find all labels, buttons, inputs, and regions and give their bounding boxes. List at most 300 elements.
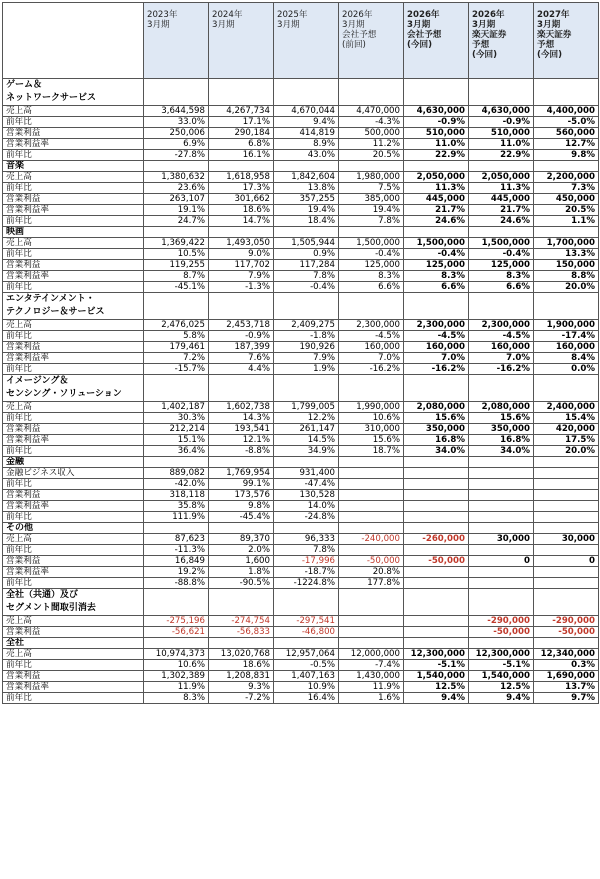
value-cell: 2,400,000 <box>534 402 599 413</box>
value-cell: 500,000 <box>339 128 404 139</box>
value-cell: -0.4% <box>469 249 534 260</box>
value-cell: 160,000 <box>404 342 469 353</box>
value-cell: 19.2% <box>144 567 209 578</box>
column-header-line: 2023年 <box>147 10 178 20</box>
value-cell: -0.4% <box>339 249 404 260</box>
section-title <box>3 293 144 320</box>
value-cell: 2,300,000 <box>404 320 469 331</box>
table-row <box>3 556 599 567</box>
value-cell: 4,670,044 <box>274 106 339 117</box>
value-cell: 36.4% <box>144 446 209 457</box>
value-cell: -42.0% <box>144 479 209 490</box>
value-cell: 14.0% <box>274 501 339 512</box>
value-cell <box>469 479 534 490</box>
table-row <box>3 671 599 682</box>
value-cell: 13.3% <box>534 249 599 260</box>
value-cell: -0.9% <box>209 331 274 342</box>
section-header-row <box>3 638 599 649</box>
value-cell: 13,020,768 <box>209 649 274 660</box>
value-cell: -46,800 <box>274 627 339 638</box>
value-cell: 11.0% <box>469 139 534 150</box>
value-cell: 1,500,000 <box>404 238 469 249</box>
value-cell: 23.6% <box>144 183 209 194</box>
value-cell: 445,000 <box>469 194 534 205</box>
table-row <box>3 282 599 293</box>
value-cell: 7.9% <box>274 353 339 364</box>
value-cell: 18.7% <box>339 446 404 457</box>
row-label: 営業利益率 <box>3 205 144 216</box>
value-cell <box>339 479 404 490</box>
empty-cell <box>404 523 469 534</box>
row-label: 売上高 <box>3 534 144 545</box>
row-label: 営業利益率 <box>3 139 144 150</box>
row-label: 売上高 <box>3 238 144 249</box>
value-cell: 1,540,000 <box>469 671 534 682</box>
value-cell <box>404 616 469 627</box>
value-cell: -56,833 <box>209 627 274 638</box>
table-row <box>3 216 599 227</box>
value-cell: 15.1% <box>144 435 209 446</box>
value-cell: 4,470,000 <box>339 106 404 117</box>
value-cell: 9.8% <box>209 501 274 512</box>
value-cell: 1,500,000 <box>469 238 534 249</box>
row-label: 前年比 <box>3 183 144 194</box>
empty-cell <box>339 293 404 320</box>
row-label: 前年比 <box>3 364 144 375</box>
value-cell: 187,399 <box>209 342 274 353</box>
value-cell: 16.4% <box>274 693 339 704</box>
empty-cell <box>274 79 339 106</box>
column-header-1 <box>144 3 209 79</box>
value-cell: 14.5% <box>274 435 339 446</box>
section-title-line: イメージング＆ <box>6 376 69 386</box>
row-label: 営業利益率 <box>3 567 144 578</box>
empty-cell <box>469 638 534 649</box>
value-cell: 1,302,389 <box>144 671 209 682</box>
value-cell: -1224.8% <box>274 578 339 589</box>
value-cell: 1,842,604 <box>274 172 339 183</box>
value-cell: 16.1% <box>209 150 274 161</box>
value-cell: 177.8% <box>339 578 404 589</box>
value-cell: 2,050,000 <box>404 172 469 183</box>
table-row <box>3 682 599 693</box>
empty-cell <box>209 161 274 172</box>
value-cell <box>404 578 469 589</box>
value-cell: 193,541 <box>209 424 274 435</box>
empty-cell <box>534 79 599 106</box>
value-cell <box>404 567 469 578</box>
table-row <box>3 353 599 364</box>
column-header-7 <box>534 3 599 79</box>
empty-cell <box>534 638 599 649</box>
value-cell: 160,000 <box>469 342 534 353</box>
empty-cell <box>144 227 209 238</box>
value-cell: 1,208,831 <box>209 671 274 682</box>
value-cell: 8.3% <box>469 271 534 282</box>
row-label: 営業利益率 <box>3 682 144 693</box>
value-cell <box>404 479 469 490</box>
value-cell: 12,300,000 <box>404 649 469 660</box>
column-header-line: 3月期 <box>277 20 300 30</box>
table-row <box>3 490 599 501</box>
value-cell: 510,000 <box>404 128 469 139</box>
value-cell: 10,974,373 <box>144 649 209 660</box>
value-cell: -5.1% <box>404 660 469 671</box>
section-title-line: その他 <box>6 523 34 533</box>
empty-cell <box>339 79 404 106</box>
value-cell: 2,200,000 <box>534 172 599 183</box>
section-header-row <box>3 589 599 616</box>
value-cell <box>534 512 599 523</box>
empty-cell <box>274 375 339 402</box>
row-label: 売上高 <box>3 402 144 413</box>
value-cell: -1.3% <box>209 282 274 293</box>
value-cell: 1,980,000 <box>339 172 404 183</box>
value-cell: 263,107 <box>144 194 209 205</box>
value-cell <box>404 490 469 501</box>
value-cell: 8.4% <box>534 353 599 364</box>
column-header-line: 3月期 <box>342 20 365 30</box>
section-title <box>3 523 144 534</box>
empty-cell <box>534 457 599 468</box>
table-row <box>3 649 599 660</box>
section-title-line: セグメント間取引消去 <box>6 603 96 613</box>
section-title <box>3 638 144 649</box>
empty-cell <box>404 638 469 649</box>
value-cell: 15.6% <box>339 435 404 446</box>
value-cell: 20.0% <box>534 446 599 457</box>
value-cell: 6.6% <box>404 282 469 293</box>
value-cell: 11.9% <box>144 682 209 693</box>
table-row <box>3 106 599 117</box>
empty-cell <box>534 293 599 320</box>
value-cell <box>339 627 404 638</box>
empty-cell <box>339 589 404 616</box>
column-header-line: (今回) <box>537 50 563 60</box>
value-cell <box>469 578 534 589</box>
value-cell: 9.4% <box>404 693 469 704</box>
value-cell: -8.8% <box>209 446 274 457</box>
column-header-line: 会社予想 <box>407 30 442 40</box>
empty-cell <box>209 589 274 616</box>
row-label: 前年比 <box>3 578 144 589</box>
value-cell: 14.3% <box>209 413 274 424</box>
value-cell: 7.3% <box>534 183 599 194</box>
value-cell: 150,000 <box>534 260 599 271</box>
value-cell <box>469 567 534 578</box>
value-cell: 160,000 <box>534 342 599 353</box>
value-cell: 10.6% <box>339 413 404 424</box>
value-cell: -16.2% <box>404 364 469 375</box>
value-cell: 190,926 <box>274 342 339 353</box>
value-cell: -0.5% <box>274 660 339 671</box>
empty-cell <box>404 293 469 320</box>
value-cell: 2,453,718 <box>209 320 274 331</box>
value-cell: 111.9% <box>144 512 209 523</box>
value-cell: 1,700,000 <box>534 238 599 249</box>
value-cell <box>469 501 534 512</box>
table-row <box>3 183 599 194</box>
value-cell: -45.1% <box>144 282 209 293</box>
value-cell: 12.5% <box>469 682 534 693</box>
empty-cell <box>469 457 534 468</box>
value-cell <box>534 490 599 501</box>
value-cell: 560,000 <box>534 128 599 139</box>
table-row <box>3 424 599 435</box>
value-cell: 6.9% <box>144 139 209 150</box>
section-title <box>3 79 144 106</box>
value-cell: 12,300,000 <box>469 649 534 660</box>
row-label: 前年比 <box>3 249 144 260</box>
value-cell: 2,476,025 <box>144 320 209 331</box>
empty-cell <box>404 375 469 402</box>
value-cell: 1.1% <box>534 216 599 227</box>
row-label: 売上高 <box>3 320 144 331</box>
empty-cell <box>339 638 404 649</box>
value-cell: 8.3% <box>404 271 469 282</box>
value-cell: 1.8% <box>209 567 274 578</box>
value-cell: -47.4% <box>274 479 339 490</box>
value-cell: 7.0% <box>469 353 534 364</box>
value-cell: 1,690,000 <box>534 671 599 682</box>
value-cell: -17.4% <box>534 331 599 342</box>
section-title-line: テクノロジー＆サービス <box>6 307 105 317</box>
value-cell: 0.9% <box>274 249 339 260</box>
table-row <box>3 139 599 150</box>
row-label: 前年比 <box>3 117 144 128</box>
table-row <box>3 627 599 638</box>
value-cell: 19.1% <box>144 205 209 216</box>
section-title-line: 金融 <box>6 457 25 467</box>
financial-forecast-table <box>2 2 599 704</box>
value-cell: -16.2% <box>469 364 534 375</box>
value-cell: 12,000,000 <box>339 649 404 660</box>
empty-cell <box>144 79 209 106</box>
value-cell: 7.5% <box>339 183 404 194</box>
value-cell: 1,493,050 <box>209 238 274 249</box>
value-cell: 1,900,000 <box>534 320 599 331</box>
empty-cell <box>404 79 469 106</box>
value-cell: 9.7% <box>534 693 599 704</box>
row-label: 前年比 <box>3 216 144 227</box>
row-label: 前年比 <box>3 693 144 704</box>
value-cell: 21.7% <box>404 205 469 216</box>
row-label: 営業利益 <box>3 671 144 682</box>
value-cell: 130,528 <box>274 490 339 501</box>
table-row <box>3 402 599 413</box>
value-cell: 19.4% <box>274 205 339 216</box>
empty-cell <box>404 589 469 616</box>
value-cell: 24.6% <box>404 216 469 227</box>
value-cell: 7.8% <box>274 545 339 556</box>
empty-cell <box>469 227 534 238</box>
value-cell <box>339 616 404 627</box>
table-row <box>3 512 599 523</box>
value-cell: 34.0% <box>469 446 534 457</box>
value-cell: 11.2% <box>339 139 404 150</box>
value-cell <box>534 501 599 512</box>
table-row <box>3 128 599 139</box>
row-label: 前年比 <box>3 545 144 556</box>
value-cell: -90.5% <box>209 578 274 589</box>
value-cell: -0.9% <box>469 117 534 128</box>
value-cell: 119,255 <box>144 260 209 271</box>
value-cell: 34.9% <box>274 446 339 457</box>
empty-cell <box>274 523 339 534</box>
section-title-line: センシング・ソリューション <box>6 389 122 399</box>
value-cell: 1,500,000 <box>339 238 404 249</box>
row-label: 金融ビジネス収入 <box>3 468 144 479</box>
section-title-line: 映画 <box>6 227 25 237</box>
value-cell: 7.0% <box>339 353 404 364</box>
empty-cell <box>274 638 339 649</box>
empty-cell <box>144 523 209 534</box>
value-cell: 0 <box>534 556 599 567</box>
value-cell: 7.2% <box>144 353 209 364</box>
value-cell: 22.9% <box>469 150 534 161</box>
value-cell: -45.4% <box>209 512 274 523</box>
table-row <box>3 578 599 589</box>
table-body <box>3 79 599 704</box>
value-cell: 445,000 <box>404 194 469 205</box>
value-cell: -4.5% <box>404 331 469 342</box>
empty-cell <box>534 227 599 238</box>
table-page <box>0 2 600 879</box>
column-header-4 <box>339 3 404 79</box>
table-row <box>3 468 599 479</box>
value-cell: 10.6% <box>144 660 209 671</box>
column-header-6 <box>469 3 534 79</box>
empty-cell <box>534 161 599 172</box>
value-cell: -88.8% <box>144 578 209 589</box>
table-row <box>3 249 599 260</box>
empty-cell <box>404 227 469 238</box>
row-label: 売上高 <box>3 106 144 117</box>
empty-cell <box>209 293 274 320</box>
value-cell: -50,000 <box>339 556 404 567</box>
value-cell: 1.6% <box>339 693 404 704</box>
empty-cell <box>469 79 534 106</box>
value-cell: 87,623 <box>144 534 209 545</box>
value-cell: 30,000 <box>534 534 599 545</box>
value-cell: 1,369,422 <box>144 238 209 249</box>
row-label: 営業利益率 <box>3 435 144 446</box>
row-label: 営業利益 <box>3 128 144 139</box>
section-title-line: ゲーム＆ <box>6 80 43 90</box>
column-header-line: (今回) <box>472 50 498 60</box>
empty-cell <box>339 161 404 172</box>
section-title-line: 音楽 <box>6 161 25 171</box>
value-cell <box>534 578 599 589</box>
table-row <box>3 150 599 161</box>
value-cell: 261,147 <box>274 424 339 435</box>
value-cell: -5.0% <box>534 117 599 128</box>
column-header-line: 2026年 <box>342 10 373 20</box>
empty-cell <box>469 589 534 616</box>
column-header-line: 3月期 <box>212 20 235 30</box>
value-cell: 8.3% <box>339 271 404 282</box>
value-cell: 179,461 <box>144 342 209 353</box>
table-row <box>3 501 599 512</box>
empty-cell <box>469 293 534 320</box>
value-cell: 15.4% <box>534 413 599 424</box>
value-cell: 11.0% <box>404 139 469 150</box>
value-cell: 4,400,000 <box>534 106 599 117</box>
value-cell: -27.8% <box>144 150 209 161</box>
column-header-line: 楽天証券 <box>537 30 572 40</box>
row-label: 前年比 <box>3 446 144 457</box>
row-label: 前年比 <box>3 660 144 671</box>
row-label: 営業利益 <box>3 424 144 435</box>
value-cell: 20.5% <box>339 150 404 161</box>
row-label: 前年比 <box>3 282 144 293</box>
value-cell: 20.8% <box>339 567 404 578</box>
empty-cell <box>469 523 534 534</box>
column-header-3 <box>274 3 339 79</box>
section-header-row <box>3 227 599 238</box>
value-cell: 1,602,738 <box>209 402 274 413</box>
table-row <box>3 534 599 545</box>
value-cell: 4,630,000 <box>404 106 469 117</box>
section-title <box>3 457 144 468</box>
value-cell: 2,409,275 <box>274 320 339 331</box>
empty-cell <box>339 457 404 468</box>
value-cell: 357,255 <box>274 194 339 205</box>
value-cell: 0.0% <box>534 364 599 375</box>
value-cell: 11.3% <box>469 183 534 194</box>
value-cell: 17.3% <box>209 183 274 194</box>
empty-cell <box>469 375 534 402</box>
value-cell: 510,000 <box>469 128 534 139</box>
value-cell: 17.1% <box>209 117 274 128</box>
value-cell: -16.2% <box>339 364 404 375</box>
row-label: 営業利益率 <box>3 501 144 512</box>
value-cell: -290,000 <box>469 616 534 627</box>
value-cell: 125,000 <box>469 260 534 271</box>
empty-cell <box>274 589 339 616</box>
section-title-line: エンタテインメント・ <box>6 294 95 304</box>
value-cell: 18.6% <box>209 660 274 671</box>
column-header-line: 3月期 <box>407 20 431 30</box>
value-cell: 125,000 <box>339 260 404 271</box>
value-cell: 14.7% <box>209 216 274 227</box>
value-cell: 117,284 <box>274 260 339 271</box>
column-header-line: 予想 <box>472 40 490 50</box>
value-cell <box>404 627 469 638</box>
value-cell <box>534 545 599 556</box>
value-cell: 1,430,000 <box>339 671 404 682</box>
value-cell <box>534 479 599 490</box>
value-cell: 1.9% <box>274 364 339 375</box>
value-cell: 2,080,000 <box>469 402 534 413</box>
value-cell <box>339 512 404 523</box>
value-cell: 301,662 <box>209 194 274 205</box>
value-cell: 5.8% <box>144 331 209 342</box>
value-cell: 2,300,000 <box>339 320 404 331</box>
value-cell: -11.3% <box>144 545 209 556</box>
empty-cell <box>274 457 339 468</box>
value-cell: 7.6% <box>209 353 274 364</box>
value-cell <box>469 545 534 556</box>
value-cell: 34.0% <box>404 446 469 457</box>
value-cell: 89,370 <box>209 534 274 545</box>
table-row <box>3 117 599 128</box>
row-label: 営業利益 <box>3 556 144 567</box>
section-header-row <box>3 79 599 106</box>
column-header-line: 2024年 <box>212 10 243 20</box>
value-cell: 30,000 <box>469 534 534 545</box>
empty-cell <box>144 293 209 320</box>
